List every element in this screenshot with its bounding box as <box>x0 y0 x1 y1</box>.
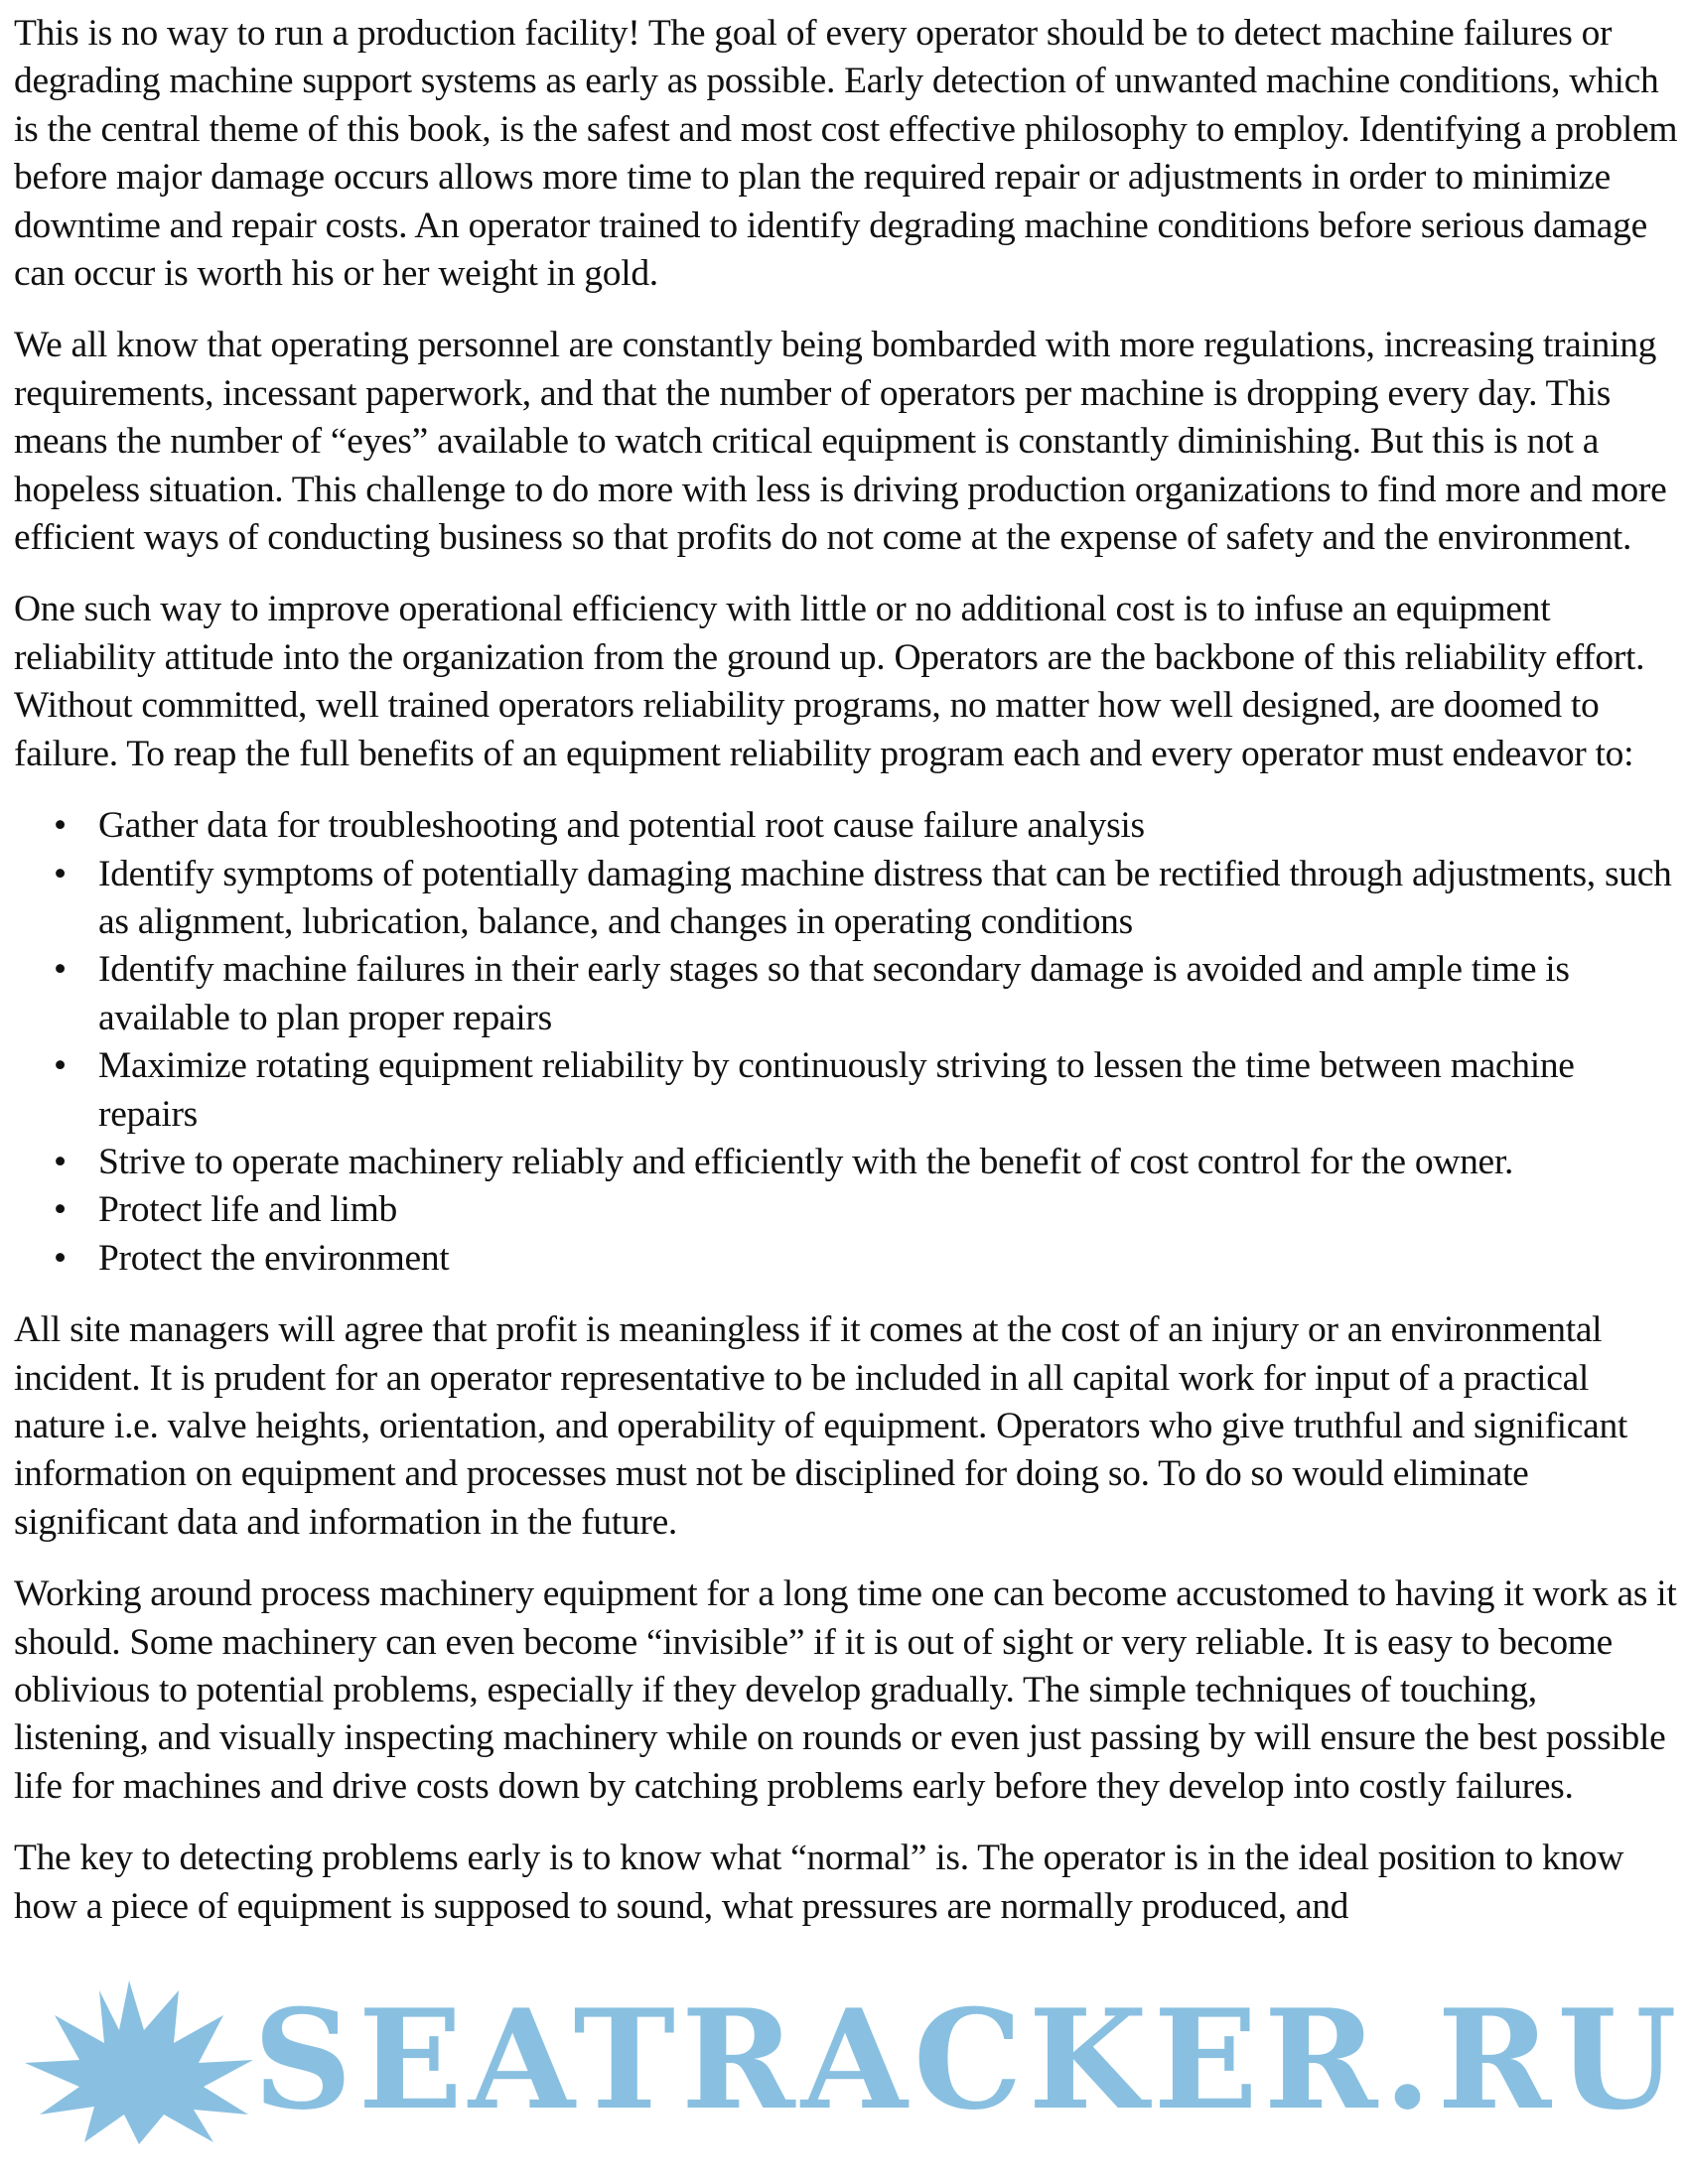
bullet-item: • Identify symptoms of potentially damaging machine distress that can be rectified through adjustments, such as alignment, lubrication, balance, and changes in operating conditions <box>88 851 1678 947</box>
bullet-item: • Strive to operate machinery reliably and efficiently with the benefit of cost control for the owner. <box>88 1139 1678 1186</box>
watermark-text: SEATRACKER.RU <box>253 1979 1683 2140</box>
paragraph: We all know that operating personnel are constantly being bombarded with more regulations, increasing training requirements, incessant paperwork, and that the number of operators per machine is dropping every day. This means the number of “eyes” available to watch critical equipment is constantly diminishing. But this is not a hopeless situation. This challenge to do more with less is driving production organizations to find more and more efficient ways of conducting business so that profits do not come at the expense of safety and the environment. <box>14 325 1667 559</box>
bullet-item: • Protect the environment <box>88 1235 1678 1283</box>
paragraph: Working around process machinery equipment for a long time one can become accustomed to having it work as it should. Some machinery can even become “invisible” if it is out of sight or very reliable. It is easy to become oblivious to potential problems, especially if they develop gradually. The simple techniques of touching, listening, and visually inspecting machinery while on rounds or even just passing by will ensure the best possible life for machines and drive costs down by catching problems early before they develop into costly failures. <box>14 1573 1677 1807</box>
paragraph: All site managers will agree that profit is meaningless if it comes at the cost of an injury or an environmental incident. It is prudent for an operator representative to be included in all capital work for input of a practical nature i.e. valve heights, orientation, and operability of equipment. Operators who give truthful and significant information on equipment and processes must not be disciplined for doing so. To do so would eliminate significant data and information in the future. <box>14 1309 1628 1543</box>
paragraph: The key to detecting problems early is to know what “normal” is. The operator is in the ideal position to know how a piece of equipment is supposed to sound, what pressures are normally produced, and <box>14 1838 1624 1927</box>
paragraph: One such way to improve operational efficiency with little or no additional cost is to infuse an equipment reliability attitude into the organization from the ground up. Operators are the backbone of this reliability effort. Without committed, well trained operators reliability programs, no matter how well designed, are doomed to failure. To reap the full benefits of an equipment reliability program each and every operator must endeavor to: <box>14 589 1645 774</box>
bullet-item: • Protect life and limb <box>88 1186 1678 1234</box>
watermark-starburst <box>25 1980 253 2144</box>
bullet-item: • Gather data for troubleshooting and potential root cause failure analysis <box>88 802 1678 850</box>
paragraph: This is no way to run a production facility! The goal of every operator should be to detect machine failures or degrading machine support systems as early as possible. Early detection of unwanted machine conditions, which is the central theme of this book, is the safest and most cost effective philosophy to employ. Identifying a problem before major damage occurs allows more time to plan the required repair or adjustments in order to minimize downtime and repair costs. An operator trained to identify degrading machine conditions before serious damage can occur is worth his or her weight in gold. <box>14 13 1678 295</box>
bullet-item: • Identify machine failures in their early stages so that secondary damage is avoided and ample time is available to plan proper repairs <box>88 946 1678 1042</box>
bullet-item: • Maximize rotating equipment reliability by continuously striving to lessen the time between machine repairs <box>88 1042 1678 1139</box>
document-page <box>14 10 1678 1955</box>
bullet-list <box>14 802 1678 1283</box>
